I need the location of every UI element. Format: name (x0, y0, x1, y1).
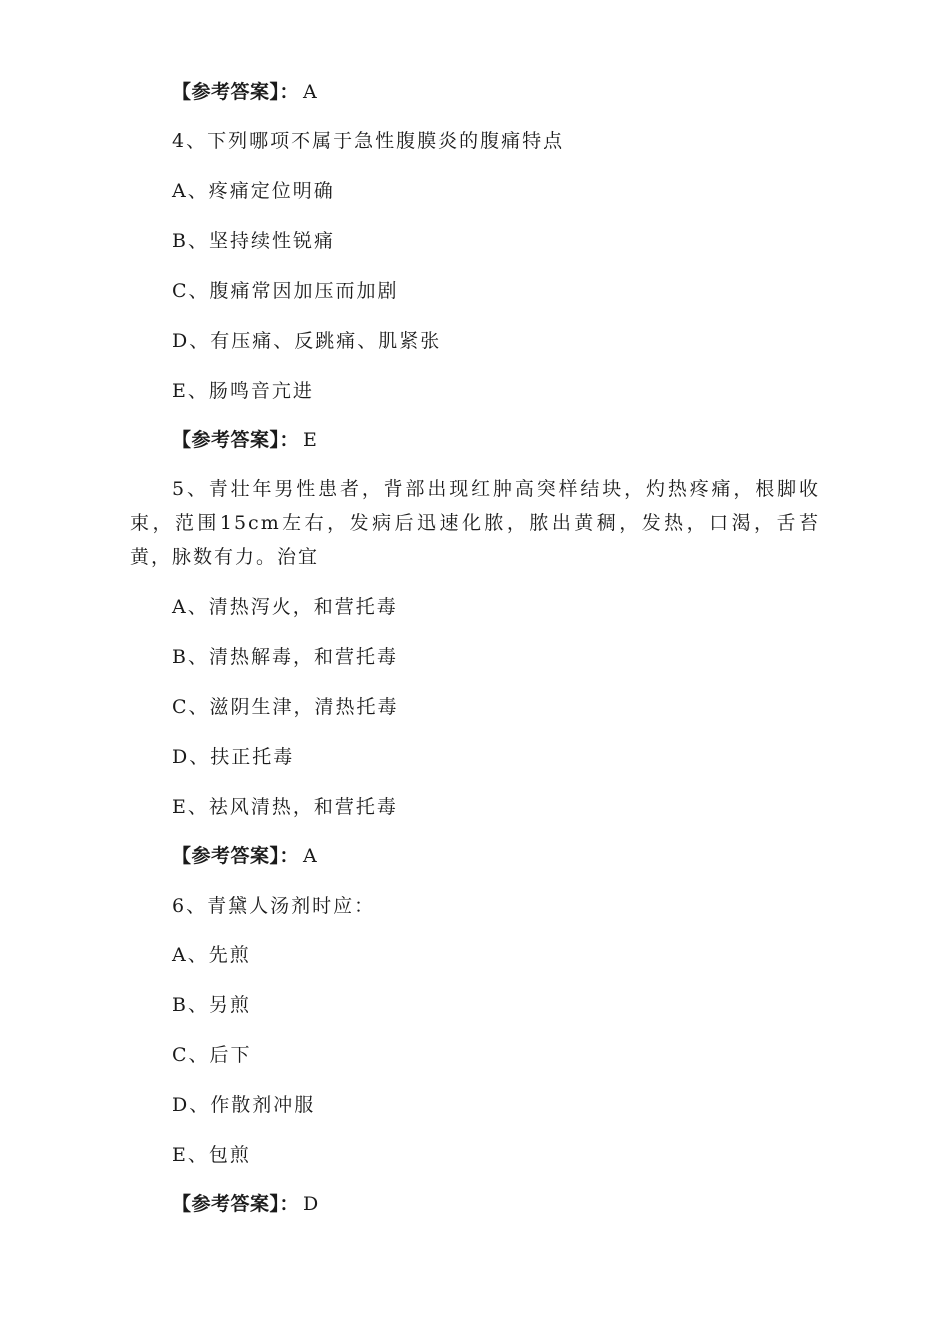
option-q5-a: A、清热泻火，和营托毒 (172, 596, 398, 618)
answer-line-q3 (172, 80, 317, 104)
answer-label: 【参考答案】： (172, 1193, 300, 1215)
option-q4-a: A、疼痛定位明确 (172, 180, 335, 202)
option-q4-e: E、肠鸣音亢进 (172, 380, 314, 402)
answer-value: E (303, 429, 318, 451)
question-stem-q5: 5、青壮年男性患者，背部出现红肿高突样结块，灼热疼痛，根脚收束，范围15cm左右，发病后迅速化脓，脓出黄稠，发热，口渴，舌苔黄，脉数有力。治宜 (130, 478, 820, 568)
option-q5-e: E、祛风清热，和营托毒 (172, 796, 398, 818)
option-q5-c: C、滋阴生津，清热托毒 (172, 696, 399, 718)
answer-label: 【参考答案】： (172, 429, 300, 451)
option-q5-d: D、扶正托毒 (172, 746, 295, 768)
answer-label: 【参考答案】： (172, 81, 300, 103)
answer-value: A (303, 845, 318, 867)
answer-line-q5 (172, 844, 317, 868)
answer-value: D (303, 1193, 319, 1215)
answer-value: A (303, 81, 318, 103)
option-q4-d: D、有压痛、反跳痛、肌紧张 (172, 330, 442, 352)
option-q6-d: D、作散剂冲服 (172, 1094, 316, 1116)
question-stem-q6: 6、青黛人汤剂时应： (172, 895, 376, 917)
answer-label: 【参考答案】： (172, 845, 300, 867)
option-q6-e: E、包煎 (172, 1144, 251, 1166)
option-q6-b: B、另煎 (172, 994, 251, 1016)
option-q6-c: C、后下 (172, 1044, 252, 1066)
question-stem-q4: 4、下列哪项不属于急性腹膜炎的腹痛特点 (172, 130, 565, 152)
answer-line-q4 (172, 428, 317, 452)
option-q4-c: C、腹痛常因加压而加剧 (172, 280, 399, 302)
answer-line-q6 (172, 1192, 319, 1216)
option-q6-a: A、先煎 (172, 944, 251, 966)
option-q4-b: B、坚持续性锐痛 (172, 230, 335, 252)
option-q5-b: B、清热解毒，和营托毒 (172, 646, 398, 668)
